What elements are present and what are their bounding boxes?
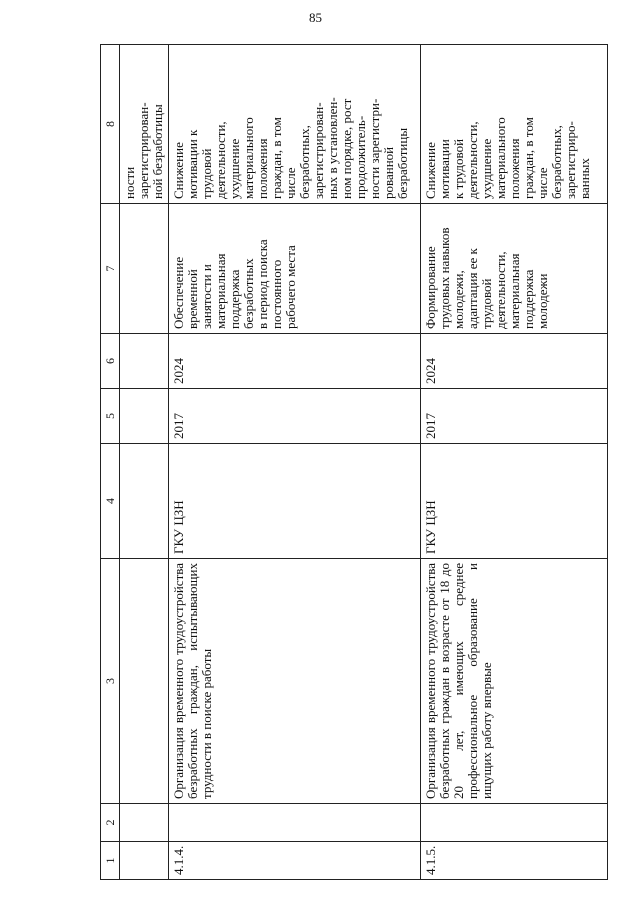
row-cell: [421, 804, 608, 842]
column-header: 4: [101, 444, 120, 559]
column-header: 3: [101, 559, 120, 804]
row-consequence: Снижение мотивации к трудовой деятельности, ухудшение материального положения граждан, в том числе безработных, зарегистриро- ванных: [421, 45, 608, 204]
page-number: 85: [309, 10, 322, 25]
row-start-year: 2017: [421, 389, 608, 444]
column-header: 2: [101, 804, 120, 842]
column-header: 7: [101, 204, 120, 334]
row-cell: [169, 804, 421, 842]
row-executor: ГКУ ЦЗН: [421, 444, 608, 559]
row-end-year: 2024: [169, 334, 421, 389]
row-expected-result: Обеспечение временной занятости и материальная поддержка безработных в период поиска постоянного рабочего места: [169, 204, 421, 334]
row-consequence: Снижение мотивации к трудовой деятельности, ухудшение материального положения граждан, в том числе безработных, зарегистрирован- ных в установлен- ном порядке, рост продолжитель- ности зарегистри- рованной безработицы: [169, 45, 421, 204]
row-description: Организация временного трудоустройства безработных граждан, испытывающих трудности в поиске работы: [169, 559, 421, 804]
row-end-year: 2024: [421, 334, 608, 389]
row-description: Организация временного трудоустройства безработных граждан в возрасте от 18 до 20 лет, имеющих среднее профессиональное образование и ищущих работу впервые: [421, 559, 608, 804]
continuation-row: [120, 45, 169, 880]
row-expected-result: Формирование трудовых навыков молодежи, адаптация ее к трудовой деятельности, материальная поддержка молодежи: [421, 204, 608, 334]
row-number: 4.1.4.: [169, 842, 421, 880]
row-executor: ГКУ ЦЗН: [169, 444, 421, 559]
continuation-consequence: ности зарегистрирован- ной безработицы: [120, 45, 169, 204]
program-table: [100, 44, 608, 880]
column-header: 8: [101, 45, 120, 204]
column-header: 5: [101, 389, 120, 444]
column-header: 6: [101, 334, 120, 389]
column-header: 1: [101, 842, 120, 880]
header-row: [101, 45, 120, 880]
table-row: [169, 45, 421, 880]
row-start-year: 2017: [169, 389, 421, 444]
table-row: [421, 45, 608, 880]
row-number: 4.1.5.: [421, 842, 608, 880]
rotated-table-stage: [100, 45, 592, 880]
